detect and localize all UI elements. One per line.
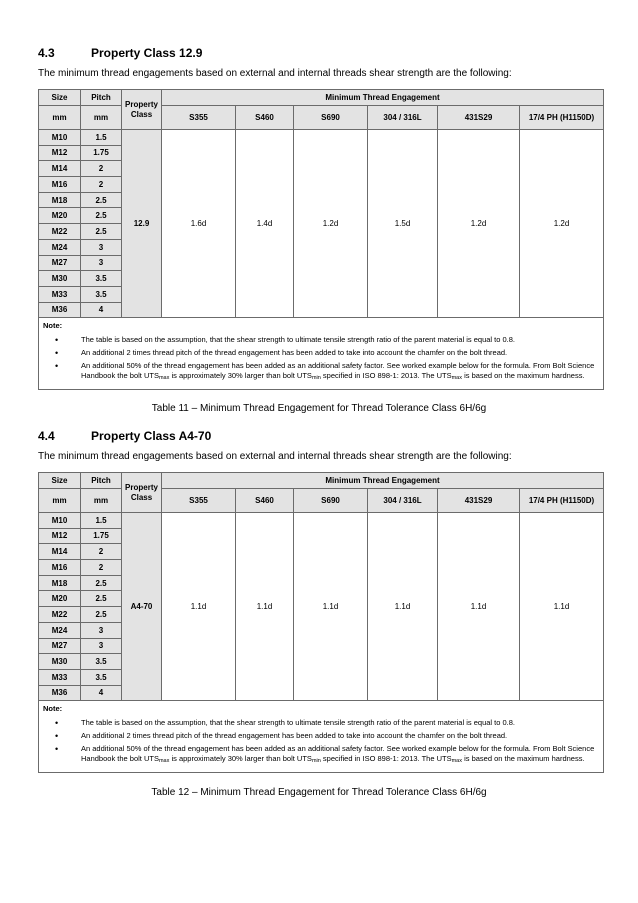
material-header: 17/4 PH (H1150D)	[520, 489, 604, 513]
material-header: S460	[236, 106, 294, 130]
material-header: S460	[236, 489, 294, 513]
size-header: Size	[39, 473, 81, 489]
engagement-value: 1.2d	[438, 130, 520, 318]
pitch-cell: 3	[81, 638, 122, 654]
pitch-cell: 2.5	[81, 591, 122, 607]
material-header: 17/4 PH (H1150D)	[520, 106, 604, 130]
size-cell: M30	[39, 271, 81, 287]
note-label: Note:	[43, 704, 63, 714]
pitch-cell: 3.5	[81, 654, 122, 670]
engagement-value: 1.5d	[368, 130, 438, 318]
property-class-cell: 12.9	[122, 130, 162, 318]
pitch-cell: 2	[81, 161, 122, 177]
pitch-cell: 2.5	[81, 575, 122, 591]
material-header: S355	[162, 489, 236, 513]
size-cell: M10	[39, 130, 81, 146]
pitch-cell: 2.5	[81, 607, 122, 623]
material-header: S690	[294, 106, 368, 130]
pitch-cell: 3	[81, 622, 122, 638]
engagement-value: 1.4d	[236, 130, 294, 318]
size-cell: M33	[39, 286, 81, 302]
size-cell: M24	[39, 622, 81, 638]
pitch-cell: 3	[81, 255, 122, 271]
size-cell: M16	[39, 560, 81, 576]
size-cell: M27	[39, 638, 81, 654]
min-thread-engagement-header: Minimum Thread Engagement	[162, 473, 604, 489]
pitch-cell: 2.5	[81, 192, 122, 208]
size-cell: M30	[39, 654, 81, 670]
pitch-unit: mm	[81, 106, 122, 130]
size-cell: M12	[39, 145, 81, 161]
material-header: 304 / 316L	[368, 489, 438, 513]
engagement-value: 1.1d	[236, 513, 294, 701]
note-text: is based on the maximum hardness.	[461, 370, 585, 380]
pitch-cell: 4	[81, 685, 122, 701]
pitch-cell: 2	[81, 177, 122, 193]
engagement-value: 1.1d	[368, 513, 438, 701]
size-unit: mm	[39, 106, 81, 130]
pitch-cell: 1.5	[81, 513, 122, 529]
size-unit: mm	[39, 489, 81, 513]
property-class-header: Property Class	[122, 473, 162, 513]
note-text: specified in ISO 898-1: 2013. The UTS	[320, 370, 452, 380]
material-header: 304 / 316L	[368, 106, 438, 130]
pitch-unit: mm	[81, 489, 122, 513]
size-cell: M36	[39, 302, 81, 318]
engagement-value: 1.6d	[162, 130, 236, 318]
note-text: specified in ISO 898-1: 2013. The UTS	[320, 753, 452, 763]
section-title: Property Class A4-70	[91, 429, 212, 443]
material-header: 431S29	[438, 106, 520, 130]
subscript: max	[451, 374, 462, 381]
subscript: min	[311, 757, 321, 764]
engagement-value: 1.1d	[162, 513, 236, 701]
size-cell: M18	[39, 192, 81, 208]
thread-engagement-table	[38, 472, 604, 773]
size-cell: M22	[39, 224, 81, 240]
pitch-cell: 2.5	[81, 208, 122, 224]
note-list	[43, 335, 599, 382]
note-text: An additional 50% of the thread engagement has been added as an additional safety factor. See worked example below for the formula. From Bolt Science Handbook the bolt UTS	[81, 743, 595, 763]
min-thread-engagement-header: Minimum Thread Engagement	[162, 90, 604, 106]
section-intro: The minimum thread engagements based on external and internal threads shear strength are the following:	[38, 68, 512, 79]
size-cell: M10	[39, 513, 81, 529]
note-item: • The table is based on the assumption, that the shear strength to ultimate tensile strength ratio of the parent material is equal to 0.8.	[81, 718, 599, 728]
property-class-cell: A4-70	[122, 513, 162, 701]
table-notes	[39, 318, 604, 390]
engagement-value: 1.1d	[294, 513, 368, 701]
note-item	[81, 744, 599, 765]
subscript: max	[158, 757, 170, 764]
pitch-cell: 2	[81, 544, 122, 560]
pitch-header: Pitch	[81, 90, 122, 106]
section-number: 4.3	[38, 46, 55, 60]
note-item: • The table is based on the assumption, that the shear strength to ultimate tensile strength ratio of the parent material is equal to 0.8.	[81, 335, 599, 345]
size-cell: M20	[39, 208, 81, 224]
engagement-value: 1.1d	[438, 513, 520, 701]
section-heading	[38, 46, 202, 60]
subscript: max	[158, 374, 170, 381]
note-label: Note:	[43, 321, 63, 331]
note-item: • An additional 2 times thread pitch of the thread engagement has been added to take into account the chamfer on the bolt thread.	[81, 731, 599, 741]
engagement-value: 1.2d	[294, 130, 368, 318]
size-cell: M14	[39, 544, 81, 560]
pitch-cell: 1.75	[81, 528, 122, 544]
pitch-cell: 3.5	[81, 271, 122, 287]
note-text: is approximately 30% larger than bolt UTS	[169, 753, 312, 763]
table-notes	[39, 701, 604, 773]
size-cell: M24	[39, 239, 81, 255]
size-cell: M18	[39, 575, 81, 591]
pitch-cell: 2	[81, 560, 122, 576]
size-cell: M33	[39, 669, 81, 685]
section-intro: The minimum thread engagements based on external and internal threads shear strength are the following:	[38, 451, 512, 462]
engagement-value: 1.2d	[520, 130, 604, 318]
section-number: 4.4	[38, 429, 55, 443]
pitch-cell: 1.75	[81, 145, 122, 161]
size-cell: M14	[39, 161, 81, 177]
engagement-value: 1.1d	[520, 513, 604, 701]
size-cell: M27	[39, 255, 81, 271]
note-text: An additional 50% of the thread engagement has been added as an additional safety factor. See worked example below for the formula. From Bolt Science Handbook the bolt UTS	[81, 360, 595, 380]
size-cell: M22	[39, 607, 81, 623]
note-text: is approximately 30% larger than bolt UTS	[169, 370, 312, 380]
thread-engagement-table	[38, 89, 604, 390]
note-item: • An additional 2 times thread pitch of the thread engagement has been added to take into account the chamfer on the bolt thread.	[81, 348, 599, 358]
pitch-cell: 4	[81, 302, 122, 318]
pitch-cell: 3.5	[81, 286, 122, 302]
pitch-cell: 3.5	[81, 669, 122, 685]
pitch-header: Pitch	[81, 473, 122, 489]
pitch-cell: 3	[81, 239, 122, 255]
size-cell: M36	[39, 685, 81, 701]
size-cell: M20	[39, 591, 81, 607]
subscript: max	[451, 757, 462, 764]
property-class-header: Property Class	[122, 90, 162, 130]
table-caption: Table 12 – Minimum Thread Engagement for Thread Tolerance Class 6H/6g	[151, 787, 487, 798]
material-header: S690	[294, 489, 368, 513]
size-cell: M12	[39, 528, 81, 544]
note-item	[81, 361, 599, 382]
section-heading	[38, 429, 211, 443]
note-text: is based on the maximum hardness.	[461, 753, 585, 763]
material-header: 431S29	[438, 489, 520, 513]
size-header: Size	[39, 90, 81, 106]
pitch-cell: 2.5	[81, 224, 122, 240]
material-header: S355	[162, 106, 236, 130]
pitch-cell: 1.5	[81, 130, 122, 146]
note-list	[43, 718, 599, 765]
subscript: min	[311, 374, 321, 381]
section-title: Property Class 12.9	[91, 46, 203, 60]
size-cell: M16	[39, 177, 81, 193]
table-caption: Table 11 – Minimum Thread Engagement for Thread Tolerance Class 6H/6g	[151, 403, 487, 414]
